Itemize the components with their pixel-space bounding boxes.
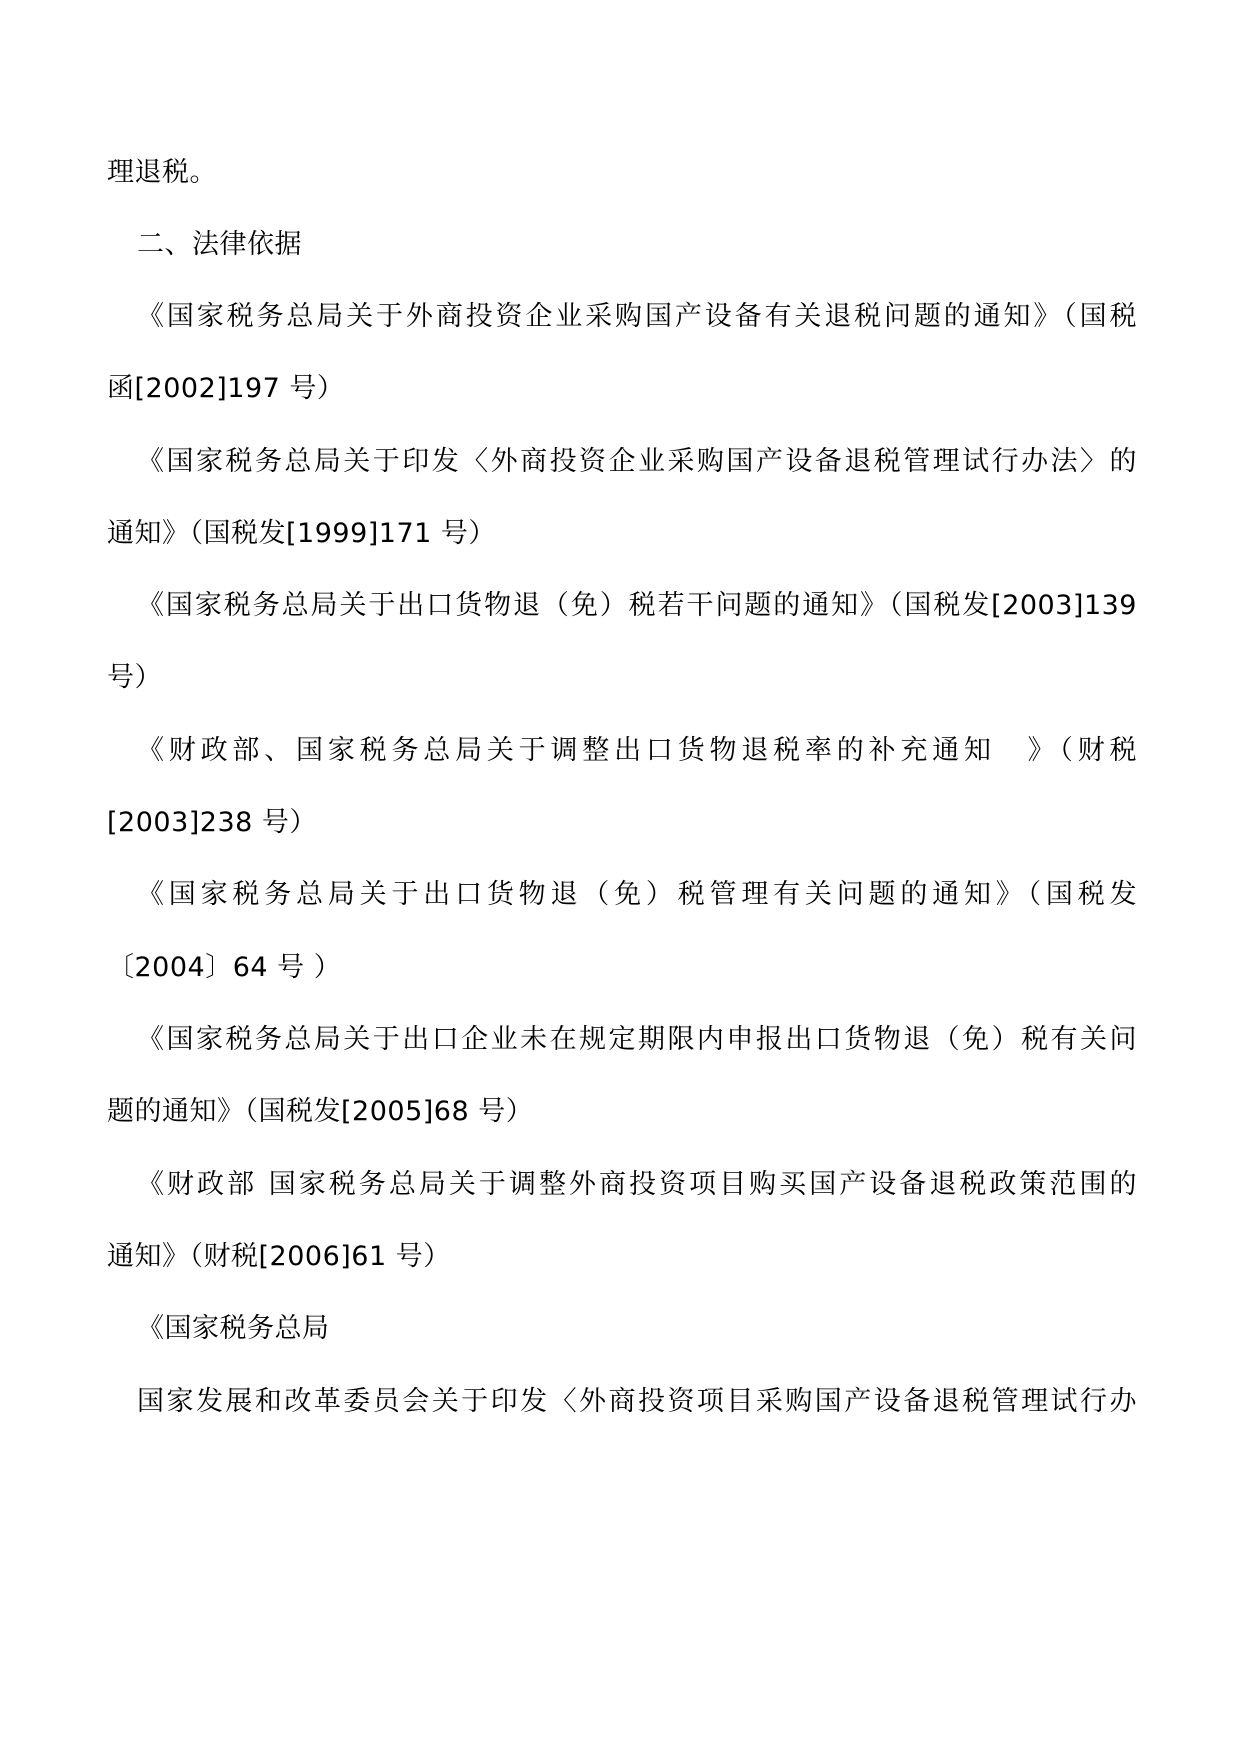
law-reference-3-line-1: 《国家税务总局关于出口货物退（免）税若干问题的通知》（国税发[2003]139 [137,590,1137,621]
law-reference-3-line-2: 号） [107,662,162,693]
law-reference-2-line-1: 《国家税务总局关于印发〈外商投资企业采购国产设备退税管理试行办法〉的 [137,446,1137,477]
law-reference-5-line-2: 〔2004〕64 号 ） [107,952,342,983]
law-reference-4-line-1: 《财政部、国家税务总局关于调整出口货物退税率的补充通知 》（财税 [137,735,1137,766]
law-reference-7-line-1: 《财政部 国家税务总局关于调整外商投资项目购买国产设备退税政策范围的 [137,1169,1137,1200]
law-reference-6-line-1: 《国家税务总局关于出口企业未在规定期限内申报出口货物退（免）税有关问 [137,1024,1137,1055]
law-reference-8-line-2: 国家发展和改革委员会关于印发〈外商投资项目采购国产设备退税管理试行办 [137,1386,1137,1417]
law-reference-6-line-2: 题的通知》（国税发[2005]68 号） [107,1096,534,1127]
law-reference-2-line-2: 通知》（国税发[1999]171 号） [107,518,496,549]
section-heading-legal-basis: 二、法律依据 [137,229,302,260]
law-reference-5-line-1: 《国家税务总局关于出口货物退（免）税管理有关问题的通知》（国税发 [137,879,1137,910]
law-reference-1-line-2: 函[2002]197 号） [107,373,345,404]
text-line-refund-end: 理退税。 [107,157,217,188]
law-reference-4-line-2: [2003]238 号） [107,807,317,838]
law-reference-7-line-2: 通知》（财税[2006]61 号） [107,1241,451,1272]
law-reference-8-line-1: 《国家税务总局 [137,1313,330,1344]
law-reference-1-line-1: 《国家税务总局关于外商投资企业采购国产设备有关退税问题的通知》（国税 [137,301,1137,332]
